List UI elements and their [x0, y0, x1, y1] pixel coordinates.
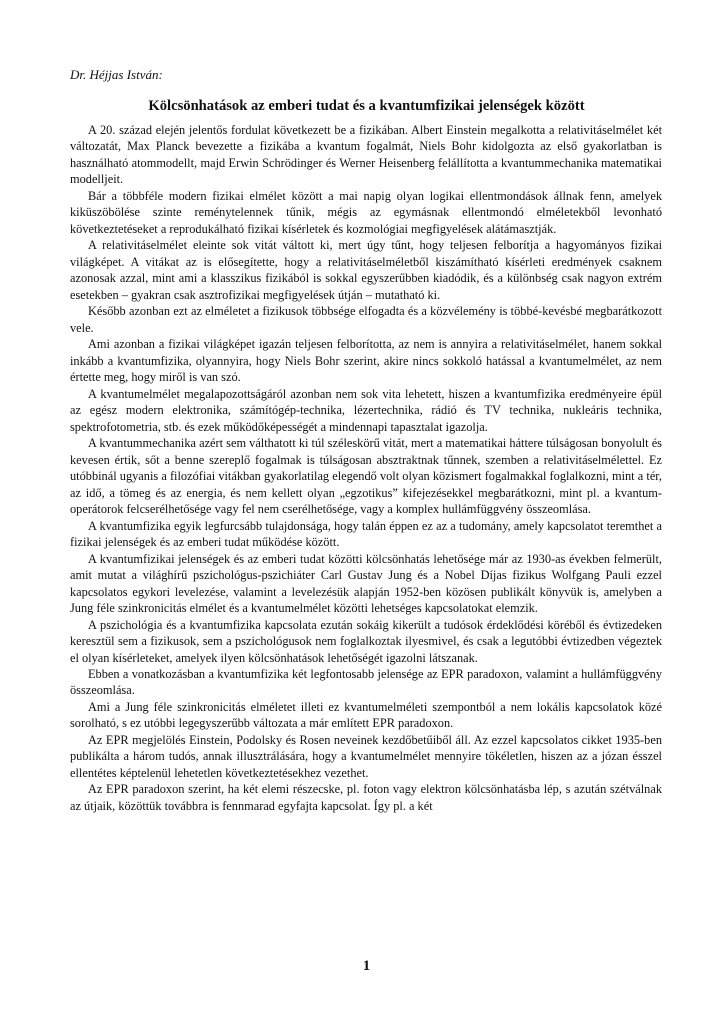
paragraph: A kvantumelmélet megalapozottságáról azonban nem sok vita lehetett, hiszen a kvantumfizika eredményeire épül az egész modern elektronika, számítógép-technika, lézertechnika, rádió és TV technika, nukleáris technika, spektrofotometria, stb. és ezek működőképességét a mindennapi tapasztalat igazolja. [70, 386, 662, 434]
paragraph: Bár a többféle modern fizikai elmélet között a mai napig olyan logikai ellentmondások állnak fenn, amelyek kiküszöbölése szinte reménytelennek tűnik, mégis az egymásnak ellentmondó elméletekből levonható következtetéseket a reprodukálható fizikai kísérletek és kozmológiai megfigyelések alátámasztják. [70, 188, 662, 236]
paragraph: Az EPR megjelölés Einstein, Podolsky és Rosen neveinek kezdőbetűiből áll. Az ezzel kapcsolatos cikket 1935-ben publikálta a három tudós, annak illusztrálására, hogy a kvantumelmélet mennyire tökéletlen, hiszen az a józan ésszel ellentétes képtelenül lehetetlen következtetésekhez vezethet. [70, 732, 662, 780]
paragraph: Később azonban ezt az elméletet a fizikusok többsége elfogadta és a közvélemény is többé-kevésbé megbarátkozott vele. [70, 304, 662, 335]
paragraph: A kvantummechanika azért sem válthatott ki túl széleskörű vitát, mert a matematikai háttere túlságosan bonyolult és kevesen értik, sőt a benne szereplő fogalmak is túlságosan absztraktnak tűnnek, szemben a relativitáselmélettel. Ez utóbbinál ugyanis a filozófiai vitákban gyakorlatilag elegendő volt olyan közismert fogalmakkal foglalkozni, mint a tér, az idő, a tömeg és az energia, és nem kellett olyan „egzotikus” kifejezésekkel megbarátkozni, mint pl. a kvantum-operátorok felcserélhetősége vagy fel nem cserélhetősége, vagy a komplex hullámfüggvény összeomlása. [70, 436, 662, 517]
paragraph: A relativitáselmélet eleinte sok vitát váltott ki, mert úgy tűnt, hogy teljesen felborítja a hagyományos fizikai világképet. A vitákat az is elősegítette, hogy a relativitáselméletből kiszámítható kísérleti eredmények csaknem azonosak azzal, mint ami a klasszikus fizikából is sokkal egyszerűbben kiadódik, és a különbség csak nagyon extrém esetekben – gyakran csak asztrofizikai megfigyelések útján – mutatható ki. [70, 238, 662, 302]
page-number: 1 [362, 958, 371, 974]
paragraph: Ebben a vonatkozásban a kvantumfizika két legfontosabb jelensége az EPR paradoxon, valamint a hullámfüggvény összeomlása. [70, 666, 662, 698]
document-title: Kölcsönhatások az emberi tudat és a kvantumfizikai jelenségek között [148, 98, 585, 114]
paragraph: A kvantumfizika egyik legfurcsább tulajdonsága, hogy talán éppen ez az a tudomány, amely kapcsolatot teremthet a fizikai jelenségek és az emberi tudat működése között. [70, 518, 662, 550]
paragraph: Ami a Jung féle szinkronicitás elméletet illeti ez kvantumelméleti szempontból a nem lokális kapcsolatok közé sorolható, s ez utóbbi legegyszerűbb változata a már említett EPR paradoxon. [70, 699, 662, 731]
paragraph: A pszichológia és a kvantumfizika kapcsolata ezután sokáig kikerült a tudósok érdeklődési köréből és évtizedeken keresztül sem a fizikusok, sem a pszichológusok nem foglalkoztak ilyesmivel, és csak a legutóbbi évtizedben végeztek el olyan kísérleteket, amelyek ilyen kölcsönhatások lehetőségét igazolni látszanak. [70, 617, 662, 665]
paragraph: Az EPR paradoxon szerint, ha két elemi részecske, pl. foton vagy elektron kölcsönhatásba lép, s azután szétválnak az útjaik, közöttük továbbra is fennmarad egyfajta kapcsolat. Így pl. a két [70, 782, 662, 813]
paragraph: A kvantumfizikai jelenségek és az emberi tudat közötti kölcsönhatás lehetősége már az 1930-as években felmerült, amit mutat a világhírű pszichológus-pszichiáter Carl Gustav Jung és a Nobel Díjas fizikus Wolfgang Pauli ezzel kapcsolatos egykori levelezése, valamint a levelezésük alapján 1952-ben közösen publikált könyvük is, amelyben a Jung féle szinkronicitás elmélet és a kvantumelmélet közötti lehetséges kapcsolatokat elemzik. [70, 551, 662, 616]
paragraph: A 20. század elején jelentős fordulat következett be a fizikában. Albert Einstein megalkotta a relativitáselmélet két változatát, Max Planck bevezette a fizikába a kvantum fogalmát, Niels Bohr kidolgozta az első gyakorlatban is használható atommodellt, majd Erwin Schrödinger és Werner Heisenberg felállította a kvantummechanika matematikai modelljeit. [70, 123, 662, 187]
body-text [70, 122, 662, 814]
author-line: Dr. Héjjas István: [70, 67, 163, 82]
paragraph: Ami azonban a fizikai világképet igazán teljesen felborította, az nem is annyira a relativitáselmélet, hanem sokkal inkább a kvantumfizika, olyannyira, hogy Niels Bohr szerint, akire nincs sokkoló hatással a kvantumelmélet, az nem értette meg, hogy miről is van szó. [70, 337, 662, 385]
